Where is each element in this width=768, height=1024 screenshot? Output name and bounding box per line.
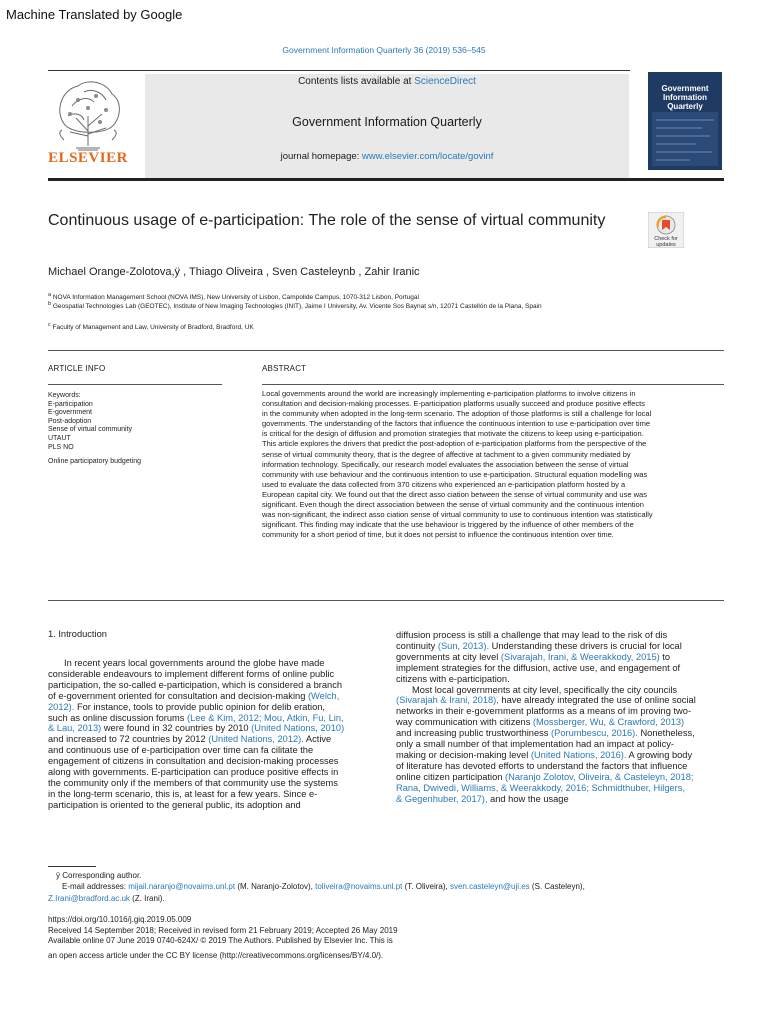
text-segment: have already integrated the use of online social bbox=[498, 695, 696, 706]
abstract-heading: ABSTRACT bbox=[262, 364, 307, 373]
keywords-label: Keywords: bbox=[48, 392, 81, 399]
text-line bbox=[396, 717, 726, 728]
text-segment: diffusion process is still a challenge that may lead to the risk of dis bbox=[396, 630, 668, 640]
journal-homepage bbox=[145, 151, 629, 162]
text-segment: citizens with e-participation. bbox=[396, 673, 510, 684]
citation-link[interactable]: sven.casteleyn@uji.es bbox=[449, 882, 530, 891]
citation-link[interactable]: (Sivarajah, Irani, & Weerakkody, 2015) bbox=[500, 651, 660, 662]
text-line bbox=[48, 756, 378, 767]
header-divider bbox=[48, 70, 630, 71]
affil-marker-b: b bbox=[48, 301, 52, 307]
text-segment: online citizen participation bbox=[396, 771, 506, 782]
text-segment: E-mail addresses: bbox=[62, 882, 129, 891]
text-segment: participation, the so-called e-participation, which is considered a branch bbox=[48, 679, 343, 690]
abstract-line: community for a short period of time, but it does not persist to influence the continuous intention over time. bbox=[262, 530, 614, 540]
text-line bbox=[48, 778, 378, 789]
abstract-line: sense of virtual community theory, that is the degree of affective at tachment to a given community mediated by bbox=[262, 449, 631, 459]
footnote-rule bbox=[48, 866, 96, 867]
citation-link[interactable]: (Lee & Kim, 2012; Mou, Atkin, Fu, Lin, bbox=[187, 712, 344, 723]
text-line bbox=[48, 658, 378, 669]
text-segment: (M. Naranjo-Zolotov), bbox=[235, 882, 316, 891]
affil-c-text: Faculty of Management and Law, University of Bradford, Bradford, UK bbox=[52, 324, 254, 332]
contents-availability bbox=[145, 76, 629, 87]
citation-link[interactable]: (Sivarajah & Irani, 2018), bbox=[396, 695, 499, 706]
citation-link[interactable]: (United Nations, 2010) bbox=[251, 723, 345, 734]
text-segment: networks in their e-government platforms as a means of im proving two- bbox=[396, 706, 692, 717]
text-line bbox=[48, 723, 378, 734]
keywords-block bbox=[48, 392, 218, 467]
keyword-item: E-government bbox=[48, 409, 92, 417]
journal-reference-link[interactable]: Government Information Quarterly 36 (2019) 536–545 bbox=[282, 45, 486, 55]
citation-link[interactable]: Z.Irani@bradford.ac.uk bbox=[48, 894, 130, 903]
text-segment: and increased to 72 countries by 2012 bbox=[48, 734, 209, 745]
article-info-heading: ARTICLE INFO bbox=[48, 364, 106, 373]
text-line bbox=[396, 794, 726, 805]
text-segment: and how the usage bbox=[487, 793, 569, 804]
abstract-bottom-divider bbox=[48, 600, 724, 601]
citation-link[interactable]: mijail.naranjo@novaims.unl.pt bbox=[128, 882, 236, 891]
machine-translation-banner: Machine Translated by Google bbox=[6, 7, 183, 22]
keyword-item: UTAUT bbox=[48, 434, 71, 442]
text-segment: in the long-term scenario, this is, at least for a few years. Since e- bbox=[48, 788, 318, 799]
intro-left-column bbox=[48, 658, 378, 811]
citation-link[interactable]: (Welch, bbox=[307, 690, 340, 701]
sciencedirect-link[interactable]: ScienceDirect bbox=[414, 76, 476, 87]
text-segment: A growing body bbox=[626, 749, 693, 760]
citation-link[interactable]: (United Nations, 2012). bbox=[208, 734, 304, 745]
text-line bbox=[48, 767, 378, 778]
text-segment: engagement of citizens in consultation and decision-making processes bbox=[48, 756, 339, 767]
text-line bbox=[396, 663, 726, 674]
cover-image-pattern-icon bbox=[652, 112, 718, 166]
text-segment: way communication with citizens bbox=[396, 717, 533, 728]
citation-link[interactable]: 2012). bbox=[48, 701, 75, 712]
text-line bbox=[396, 641, 726, 652]
abstract-line: governments. The understanding of the factors that influence the continuous intention to use e-participation over time bbox=[262, 419, 651, 429]
text-segment: were found in 32 countries by 2010 bbox=[101, 723, 252, 734]
text-line bbox=[396, 728, 726, 739]
affil-marker-c: c bbox=[48, 322, 51, 328]
keyword-item: E-participation bbox=[48, 400, 93, 408]
keywords-list bbox=[48, 401, 218, 467]
text-segment: to bbox=[659, 651, 671, 662]
text-segment: and continuous use of e-participation over time can fa cilitate the bbox=[48, 745, 314, 756]
homepage-link[interactable]: www.elsevier.com/locate/govinf bbox=[361, 151, 494, 162]
article-title: Continuous usage of e-participation: The role of the sense of virtual community bbox=[48, 212, 606, 229]
text-line bbox=[48, 691, 378, 702]
citation-link[interactable]: (Naranjo Zolotov, Oliveira, & Casteleyn, 2018; bbox=[505, 771, 694, 782]
text-segment: (T. Oliveira), bbox=[402, 882, 450, 891]
text-line bbox=[48, 734, 378, 745]
text-segment: Most local governments at city level, specifically the city councils bbox=[412, 684, 678, 695]
text-line bbox=[48, 894, 724, 904]
abstract-line: significant. Even though the direct association between the sense of virtual community and the continuous intention bbox=[262, 500, 644, 510]
abstract-rule bbox=[262, 384, 724, 385]
header-thick-divider bbox=[48, 178, 724, 181]
abstract-line: in the community when adopted in the long-term scenario. The adoption of those platforms is still a challenge for local bbox=[262, 409, 652, 419]
keyword-item: Sense of virtual community bbox=[48, 426, 133, 434]
text-segment: Understanding these drivers is crucial for local bbox=[489, 640, 682, 651]
abstract-line: is critical for the design of diffusion and promotion strategies that motivate the citizens to keep using e-participation. bbox=[262, 429, 644, 439]
section-divider bbox=[48, 350, 724, 351]
text-line bbox=[48, 745, 378, 756]
citation-link[interactable]: (Mossberger, Wu, & Crawford, 2013) bbox=[532, 717, 685, 728]
abstract-line: community with use behaviour and the continuous intention to use e-participation. Structural equation modelling was bbox=[262, 469, 648, 479]
citation-link[interactable]: & Gegenhuber, 2017), bbox=[396, 793, 488, 804]
article-info-rule bbox=[48, 384, 222, 385]
text-segment: governments at city level bbox=[396, 651, 501, 662]
text-segment: continuity bbox=[396, 640, 438, 651]
text-segment: only a small number of that implementation had an impact at policy- bbox=[396, 739, 675, 750]
citation-link[interactable]: (Sun, 2013). bbox=[437, 640, 490, 651]
text-line bbox=[62, 882, 738, 892]
email-addresses bbox=[62, 882, 738, 892]
affiliation-c bbox=[48, 321, 698, 332]
text-line bbox=[396, 630, 726, 641]
text-segment: the community only if the members of that community use the systems bbox=[48, 777, 338, 788]
corresponding-author-note: ÿ Corresponding author. bbox=[56, 871, 142, 880]
citation-link[interactable]: (United Nations, 2016). bbox=[530, 749, 627, 760]
affil-marker-a: a bbox=[48, 292, 52, 298]
abstract-line: This article explores the drivers that predict the post-adoption of e-participation platforms from the perspective of the bbox=[262, 439, 647, 449]
text-segment: considerable endeavours to implement different forms of online public bbox=[48, 668, 335, 679]
abstract-line: consultation and decision-making processes. E-participation platforms usually succeed and produce positive effects bbox=[262, 399, 645, 409]
email-addresses-cont bbox=[48, 894, 724, 904]
intro-right-column bbox=[396, 630, 726, 805]
abstract-line: used to evaluate the data collected from 370 citizens who experienced an e-participation platform hosted by a bbox=[262, 479, 626, 489]
text-segment: implement strategies for the diffusion, active use, and engagement of bbox=[396, 662, 681, 673]
doi-link[interactable]: https://doi.org/10.1016/j.giq.2019.05.009 bbox=[48, 915, 192, 924]
keyword-item: Online participatory budgeting bbox=[48, 458, 142, 466]
cover-title: Government Information Quarterly bbox=[661, 84, 709, 111]
journal-title: Government Information Quarterly bbox=[292, 115, 482, 129]
contents-prefix: Contents lists available at bbox=[298, 76, 415, 87]
text-segment: Active bbox=[303, 734, 332, 745]
text-line bbox=[396, 750, 726, 761]
author-list: Michael Orange-Zolotova,ÿ , Thiago Oliveira , Sven Casteleynb , Zahir Iranic bbox=[48, 266, 420, 278]
abstract-line: was non-significant, the indirect asso ciation sense of virtual community to use to continuous intention was statistically bbox=[262, 510, 653, 520]
text-line bbox=[48, 702, 378, 713]
text-line bbox=[396, 761, 726, 772]
text-line bbox=[396, 739, 726, 750]
available-online: Available online 07 June 2019 0740-624X/ © 2019 The Authors. Published by Elsevier Inc. This is bbox=[48, 936, 393, 945]
text-segment: making or decision-making level bbox=[396, 749, 531, 760]
abstract-body bbox=[262, 389, 724, 540]
citation-link[interactable]: (Porumbescu, 2016). bbox=[551, 728, 638, 739]
text-segment: and increasing public trustworthiness bbox=[396, 728, 552, 739]
text-line bbox=[396, 685, 726, 696]
text-line bbox=[48, 800, 378, 811]
citation-link[interactable]: & Lau, 2013) bbox=[48, 723, 102, 734]
text-segment: of literature has devoted efforts to understand the factors that influence bbox=[396, 760, 688, 771]
abstract-line: Local governments around the world are increasingly implementing e-participation platforms to involve citizens in bbox=[262, 389, 636, 398]
text-segment: along with governments. E-participation can produce positive effects in bbox=[48, 767, 339, 778]
elsevier-wordmark: ELSEVIER bbox=[48, 150, 128, 166]
keyword-item: Post-adoption bbox=[48, 417, 92, 425]
affil-b-text: Geospatial Technologies Lab (GEOTEC), Institute of New Imaging Technologies (INIT), Jaime I University, Av. Vicente Sos Baynat s/n, 12071 Castellón de la Plana, Spain bbox=[52, 303, 542, 311]
text-line bbox=[48, 669, 378, 680]
text-line bbox=[48, 680, 378, 691]
abstract-line: information technology. Specifically, our research model evaluates the association between the sense of virtual bbox=[262, 459, 629, 469]
affil-a-text: NOVA Information Management School (NOVA IMS), New University of Lisbon, Campolide Campus, 1070-312 Lisbon, Portugal bbox=[52, 294, 419, 302]
text-segment: of e-government oriented for consultation and decision-making bbox=[48, 690, 308, 701]
homepage-prefix: journal homepage: bbox=[280, 151, 362, 162]
text-segment: For instance, tools to provide public opinion for delib eration, bbox=[74, 701, 326, 712]
keyword-item: PLS NO bbox=[48, 443, 74, 451]
text-line bbox=[396, 674, 726, 685]
text-segment: such as online discussion forums bbox=[48, 712, 188, 723]
text-segment: (Z. Irani). bbox=[129, 894, 165, 903]
citation-link[interactable]: toliveira@novaims.unl.pt bbox=[315, 882, 403, 891]
citation-link[interactable]: Rana, Dwivedi, Williams, & Weerakkody, 2016; Schmidthuber, Hilgers, bbox=[396, 782, 686, 793]
text-line bbox=[396, 695, 726, 706]
text-line bbox=[396, 783, 726, 794]
text-segment: participation is oriented to the general public, its adoption and bbox=[48, 799, 301, 810]
text-line bbox=[396, 706, 726, 717]
abstract-line: significant. This finding may indicate that the use behaviour is triggered by the influence of other members of the bbox=[262, 520, 634, 530]
text-line bbox=[48, 789, 378, 800]
received-dates: Received 14 September 2018; Received in revised form 21 February 2019; Accepted 26 May 2019 bbox=[48, 926, 398, 935]
license-statement: an open access article under the CC BY license (http://creativecommons.org/licenses/BY/4.0/). bbox=[48, 951, 384, 960]
text-segment: In recent years local governments around the globe have made bbox=[64, 658, 325, 668]
introduction-heading: 1. Introduction bbox=[48, 629, 107, 639]
text-line bbox=[48, 713, 378, 724]
check-for-updates-label[interactable]: Check for updates bbox=[654, 236, 678, 248]
text-segment: (S. Casteleyn), bbox=[529, 882, 585, 891]
text-line bbox=[396, 652, 726, 663]
affiliation-b bbox=[48, 300, 698, 311]
text-segment: Nonetheless, bbox=[637, 728, 695, 739]
abstract-line: European capital city. We found out that the direct asso ciation between the sense of virtual community and use was bbox=[262, 489, 647, 499]
text-line bbox=[396, 772, 726, 783]
